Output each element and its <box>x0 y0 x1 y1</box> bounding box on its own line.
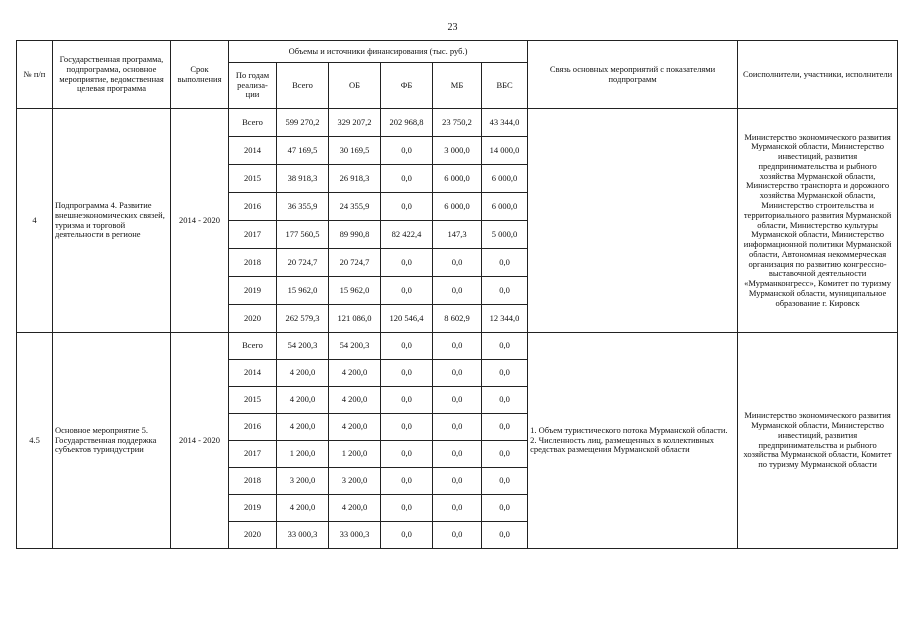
header-mb: МБ <box>433 63 482 109</box>
cell-year: 2017 <box>229 441 277 468</box>
cell-fb: 0,0 <box>381 333 433 360</box>
cell-fb: 0,0 <box>381 249 433 277</box>
cell-mb: 23 750,2 <box>433 109 482 137</box>
cell-mb: 0,0 <box>433 495 482 522</box>
section-number: 4 <box>17 109 53 333</box>
cell-fb: 0,0 <box>381 387 433 414</box>
cell-vbs: 0,0 <box>482 249 528 277</box>
cell-year: 2018 <box>229 249 277 277</box>
financing-table <box>16 40 898 549</box>
cell-ob: 1 200,0 <box>329 441 381 468</box>
header-term: Срок выполнения <box>171 41 229 109</box>
cell-total: 4 200,0 <box>277 360 329 387</box>
cell-fb: 0,0 <box>381 468 433 495</box>
cell-ob: 4 200,0 <box>329 387 381 414</box>
cell-mb: 0,0 <box>433 333 482 360</box>
cell-ob: 4 200,0 <box>329 360 381 387</box>
table-row <box>17 109 898 137</box>
cell-mb: 0,0 <box>433 414 482 441</box>
cell-fb: 0,0 <box>381 193 433 221</box>
cell-vbs: 43 344,0 <box>482 109 528 137</box>
cell-year: 2015 <box>229 387 277 414</box>
cell-fb: 0,0 <box>381 165 433 193</box>
cell-fb: 0,0 <box>381 414 433 441</box>
cell-mb: 0,0 <box>433 249 482 277</box>
cell-mb: 8 602,9 <box>433 305 482 333</box>
cell-ob: 89 990,8 <box>329 221 381 249</box>
cell-year: 2020 <box>229 522 277 549</box>
cell-ob: 4 200,0 <box>329 414 381 441</box>
cell-year: Всего <box>229 109 277 137</box>
section-term: 2014 - 2020 <box>171 109 229 333</box>
cell-vbs: 0,0 <box>482 333 528 360</box>
cell-fb: 120 546,4 <box>381 305 433 333</box>
cell-total: 15 962,0 <box>277 277 329 305</box>
cell-ob: 26 918,3 <box>329 165 381 193</box>
cell-year: 2016 <box>229 193 277 221</box>
cell-year: 2015 <box>229 165 277 193</box>
cell-ob: 329 207,2 <box>329 109 381 137</box>
cell-vbs: 0,0 <box>482 495 528 522</box>
cell-ob: 20 724,7 <box>329 249 381 277</box>
cell-total: 599 270,2 <box>277 109 329 137</box>
cell-total: 20 724,7 <box>277 249 329 277</box>
cell-mb: 0,0 <box>433 360 482 387</box>
cell-fb: 82 422,4 <box>381 221 433 249</box>
cell-year: Всего <box>229 333 277 360</box>
cell-mb: 0,0 <box>433 387 482 414</box>
section-executors: Министерство экономического развития Мурманской области, Министерство инвестиций, развития предпринимательства и рыбного хозяйства Мурманской области, Комитет по туризму Мурманской области <box>738 333 898 549</box>
cell-mb: 0,0 <box>433 277 482 305</box>
cell-vbs: 12 344,0 <box>482 305 528 333</box>
section-link: 1. Объем туристического потока Мурманской области. 2. Численность лиц, размещенных в коллективных средствах размещения Мурманской области <box>528 333 738 549</box>
cell-ob: 15 962,0 <box>329 277 381 305</box>
cell-total: 3 200,0 <box>277 468 329 495</box>
header-ob: ОБ <box>329 63 381 109</box>
cell-vbs: 0,0 <box>482 360 528 387</box>
cell-total: 33 000,3 <box>277 522 329 549</box>
page-number: 23 <box>447 22 458 33</box>
cell-fb: 0,0 <box>381 137 433 165</box>
cell-total: 4 200,0 <box>277 414 329 441</box>
cell-year: 2018 <box>229 468 277 495</box>
cell-year: 2019 <box>229 495 277 522</box>
cell-vbs: 0,0 <box>482 522 528 549</box>
header-executors: Соисполнители, участники, исполнители <box>738 41 898 109</box>
cell-total: 262 579,3 <box>277 305 329 333</box>
section-number: 4.5 <box>17 333 53 549</box>
section-name: Основное мероприятие 5. Государственная поддержка субъектов туриндустрии <box>53 333 171 549</box>
cell-mb: 0,0 <box>433 468 482 495</box>
header-by-years: По годам реализа-ции <box>229 63 277 109</box>
section-executors: Министерство экономического развития Мурманской области, Министерство инвестиций, развития предпринимательства и рыбного хозяйства Мурманской области, Министерство транспорта и дорожного хозяйства Мурманской области, Министерство строительства и территориального развития Мурманской области, Министерство культуры Мурманской области, Министерство информационной политики Мурманской области, Автономная некоммерческая организация по развитию конгрессно-выставочной деятельности «Мурманконгресс», Комитет по туризму Мурманской области, муниципальное образование г. Кировск <box>738 109 898 333</box>
cell-year: 2014 <box>229 360 277 387</box>
cell-year: 2016 <box>229 414 277 441</box>
header-no: № п/п <box>17 41 53 109</box>
cell-fb: 0,0 <box>381 441 433 468</box>
cell-fb: 0,0 <box>381 495 433 522</box>
cell-year: 2019 <box>229 277 277 305</box>
cell-mb: 0,0 <box>433 522 482 549</box>
cell-ob: 121 086,0 <box>329 305 381 333</box>
cell-vbs: 14 000,0 <box>482 137 528 165</box>
cell-ob: 3 200,0 <box>329 468 381 495</box>
cell-mb: 0,0 <box>433 441 482 468</box>
cell-fb: 0,0 <box>381 360 433 387</box>
cell-fb: 0,0 <box>381 277 433 305</box>
cell-total: 54 200,3 <box>277 333 329 360</box>
cell-mb: 6 000,0 <box>433 165 482 193</box>
cell-total: 36 355,9 <box>277 193 329 221</box>
cell-ob: 54 200,3 <box>329 333 381 360</box>
cell-total: 47 169,5 <box>277 137 329 165</box>
cell-year: 2020 <box>229 305 277 333</box>
cell-total: 1 200,0 <box>277 441 329 468</box>
cell-fb: 0,0 <box>381 522 433 549</box>
cell-ob: 33 000,3 <box>329 522 381 549</box>
cell-total: 38 918,3 <box>277 165 329 193</box>
section-name: Подпрограмма 4. Развитие внешнеэкономических связей, туризма и торговой деятельности в регионе <box>53 109 171 333</box>
cell-mb: 6 000,0 <box>433 193 482 221</box>
cell-vbs: 5 000,0 <box>482 221 528 249</box>
cell-ob: 24 355,9 <box>329 193 381 221</box>
cell-total: 4 200,0 <box>277 387 329 414</box>
table-row <box>17 333 898 360</box>
header-financing: Объемы и источники финансирования (тыс. руб.) <box>229 41 528 63</box>
header-link: Связь основных мероприятий с показателями подпрограмм <box>528 41 738 109</box>
cell-year: 2017 <box>229 221 277 249</box>
cell-vbs: 0,0 <box>482 277 528 305</box>
section-link <box>528 109 738 333</box>
cell-vbs: 0,0 <box>482 441 528 468</box>
cell-vbs: 6 000,0 <box>482 165 528 193</box>
cell-vbs: 6 000,0 <box>482 193 528 221</box>
cell-year: 2014 <box>229 137 277 165</box>
cell-vbs: 0,0 <box>482 414 528 441</box>
cell-ob: 4 200,0 <box>329 495 381 522</box>
cell-fb: 202 968,8 <box>381 109 433 137</box>
header-fb: ФБ <box>381 63 433 109</box>
section-term: 2014 - 2020 <box>171 333 229 549</box>
cell-ob: 30 169,5 <box>329 137 381 165</box>
header-total: Всего <box>277 63 329 109</box>
header-program: Государственная программа, подпрограмма, основное мероприятие, ведомственная целевая программа <box>53 41 171 109</box>
cell-mb: 147,3 <box>433 221 482 249</box>
cell-total: 177 560,5 <box>277 221 329 249</box>
cell-vbs: 0,0 <box>482 468 528 495</box>
cell-mb: 3 000,0 <box>433 137 482 165</box>
header-vbs: ВБС <box>482 63 528 109</box>
cell-vbs: 0,0 <box>482 387 528 414</box>
cell-total: 4 200,0 <box>277 495 329 522</box>
